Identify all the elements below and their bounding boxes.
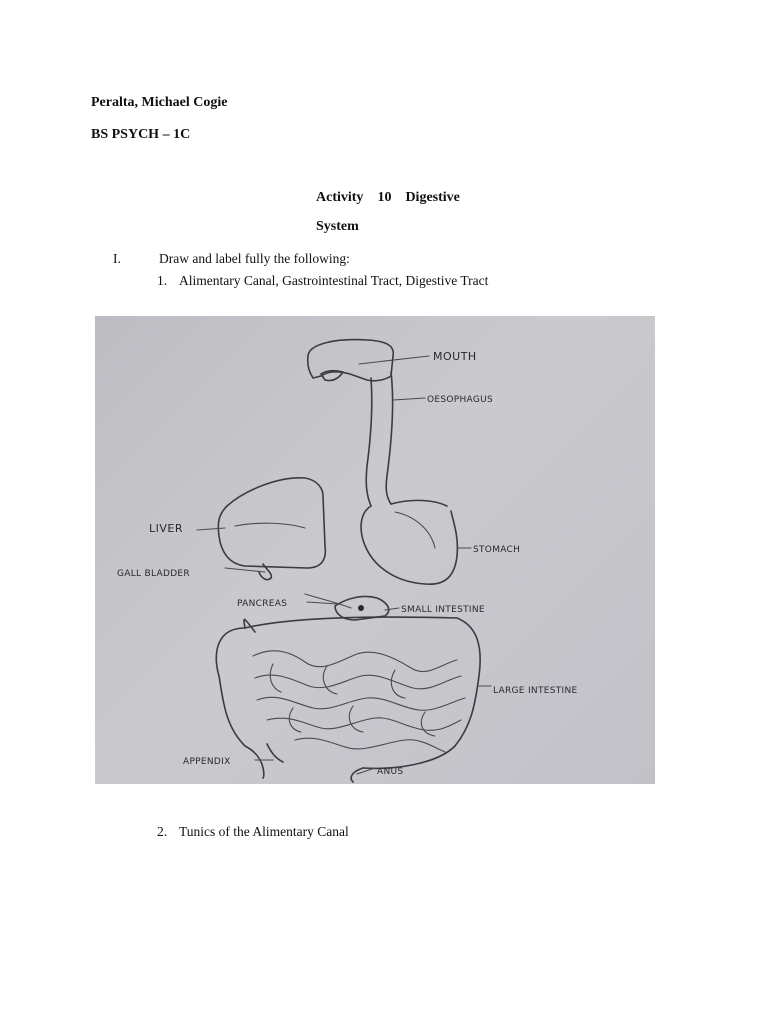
list-item	[157, 273, 488, 289]
activity-word: Activity	[316, 190, 364, 205]
list-item-text: Alimentary Canal, Gastrointestinal Tract, Digestive Tract	[179, 273, 489, 288]
label-large-intestine: LARGE INTESTINE	[493, 686, 578, 696]
label-anus: ANUS	[377, 767, 404, 777]
activity-topic: Digestive	[405, 190, 460, 205]
activity-title	[316, 190, 460, 206]
label-small-intestine: SMALL INTESTINE	[401, 605, 485, 615]
section-instruction: Draw and label fully the following:	[159, 251, 350, 266]
section-numeral: I.	[113, 251, 121, 266]
activity-title-line2: System	[316, 219, 359, 234]
label-pancreas: PANCREAS	[237, 599, 288, 609]
label-oesophagus: OESOPHAGUS	[427, 395, 494, 405]
digestive-system-sketch	[95, 316, 655, 784]
label-appendix: APPENDIX	[183, 757, 231, 767]
student-course: BS PSYCH – 1C	[91, 127, 191, 142]
list-item-text: Tunics of the Alimentary Canal	[179, 824, 349, 839]
activity-number: 10	[377, 190, 392, 205]
label-liver: LIVER	[149, 522, 183, 535]
list-item-number: 2.	[157, 824, 168, 839]
label-mouth: MOUTH	[433, 350, 477, 363]
student-name: Peralta, Michael Cogie	[91, 95, 228, 110]
list-item	[157, 824, 349, 840]
label-stomach: STOMACH	[473, 545, 521, 555]
list-item-number: 1.	[157, 273, 168, 288]
label-gall-bladder: GALL BLADDER	[117, 569, 190, 579]
digestive-system-drawing	[95, 316, 655, 784]
